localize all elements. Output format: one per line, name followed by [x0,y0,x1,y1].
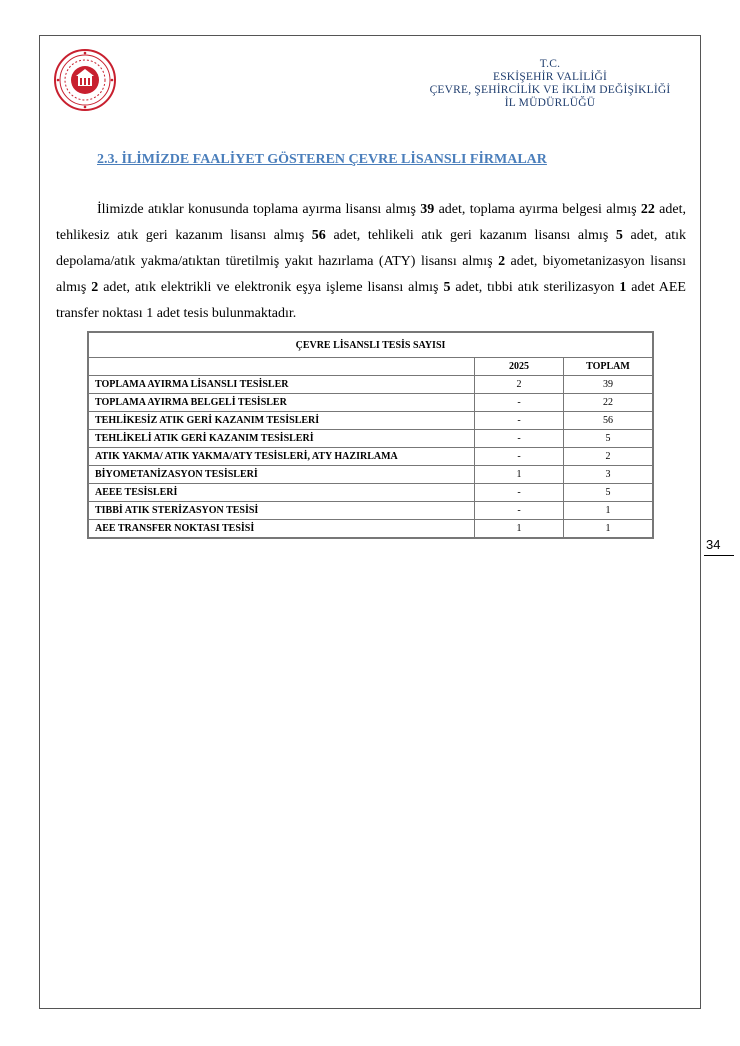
header-line-2: ESKİŞEHİR VALİLİĞİ [492,71,608,83]
section-title: 2.3. İLİMİZDE FAALİYET GÖSTEREN ÇEVRE LİSANSLI FİRMALAR [97,152,547,167]
paragraph-number: 2 [91,280,99,295]
header-line-1: T.C. [539,58,561,70]
table-row [88,448,653,466]
row-value-2025: - [475,394,564,412]
table-title-row [88,332,653,358]
row-value-total: 22 [564,394,654,412]
paragraph-number: 5 [615,228,623,243]
row-label: ATIK YAKMA/ ATIK YAKMA/ATY TESİSLERİ, ATY HAZIRLAMA [88,448,475,466]
row-value-2025: - [475,502,564,520]
row-label: TEHLİKESİZ ATIK GERİ KAZANIM TESİSLERİ [88,412,475,430]
paragraph-text: adet, tıbbi atık sterilizasyon [450,280,620,295]
paragraph-text: adet, atık elektrikli ve elektronik eşya işleme lisansı almış [98,280,444,295]
row-label: TOPLAMA AYIRMA LİSANSLI TESİSLER [88,376,475,394]
table-row [88,394,653,412]
row-label: BİYOMETANİZASYON TESİSLERİ [88,466,475,484]
row-value-2025: - [475,430,564,448]
section-paragraph [56,197,686,327]
paragraph-number: 56 [311,228,326,243]
ministry-seal-logo [53,48,117,112]
table-header-row [88,358,653,376]
column-header-total: TOPLAM [564,358,654,376]
paragraph-number: 1 [619,280,627,295]
paragraph-text: İlimizde atıklar konusunda toplama ayırma lisansı almış [97,202,421,217]
column-header-2025: 2025 [475,358,564,376]
page-number-rule [704,555,734,556]
paragraph-text: adet, tehlikesiz atık geri kazanım lisansı almış [56,202,686,243]
paragraph-text: adet, toplama ayırma belgesi almış [434,202,641,217]
paragraph-number: 22 [640,202,655,217]
table-row [88,412,653,430]
paragraph-text: adet, biyometanizasyon lisansı almış [56,254,687,295]
paragraph-number: 39 [420,202,435,217]
row-value-2025: 1 [475,466,564,484]
table-row [88,502,653,520]
header-empty-cell [88,358,475,376]
row-label: TOPLAMA AYIRMA BELGELİ TESİSLER [88,394,475,412]
row-value-total: 1 [564,502,654,520]
row-value-total: 56 [564,412,654,430]
row-value-2025: - [475,484,564,502]
row-value-total: 3 [564,466,654,484]
page-number: 34 [706,537,721,552]
row-label: AEE TRANSFER NOKTASI TESİSİ [88,520,475,539]
licensed-facilities-table [87,331,654,539]
paragraph-text: adet AEE transfer noktası 1 adet tesis bulunmaktadır. [56,280,686,321]
row-value-total: 2 [564,448,654,466]
row-value-2025: 2 [475,376,564,394]
institution-header [400,58,700,110]
row-label: TIBBİ ATIK STERİZASYON TESİSİ [88,502,475,520]
table-title: ÇEVRE LİSANSLI TESİS SAYISI [88,332,653,358]
row-value-total: 1 [564,520,654,539]
row-value-2025: - [475,448,564,466]
table-row [88,466,653,484]
row-label: TEHLİKELİ ATIK GERİ KAZANIM TESİSLERİ [88,430,475,448]
header-line-4: İL MÜDÜRLÜĞÜ [504,97,596,109]
header-line-3: ÇEVRE, ŞEHİRCİLİK VE İKLİM DEĞİŞİKLİĞİ [429,84,671,96]
table-row [88,484,653,502]
row-label: AEEE TESİSLERİ [88,484,475,502]
paragraph-text: adet, atık depolama/atık yakma/atıktan türetilmiş yakıt hazırlama (ATY) lisansı almış [56,228,686,269]
table-row [88,520,653,539]
table-row [88,430,653,448]
row-value-total: 5 [564,430,654,448]
row-value-total: 5 [564,484,654,502]
row-value-total: 39 [564,376,654,394]
row-value-2025: 1 [475,520,564,539]
paragraph-number: 5 [443,280,451,295]
paragraph-text: adet, tehlikeli atık geri kazanım lisansı almış [325,228,616,243]
table-row [88,376,653,394]
paragraph-number: 2 [498,254,506,269]
row-value-2025: - [475,412,564,430]
